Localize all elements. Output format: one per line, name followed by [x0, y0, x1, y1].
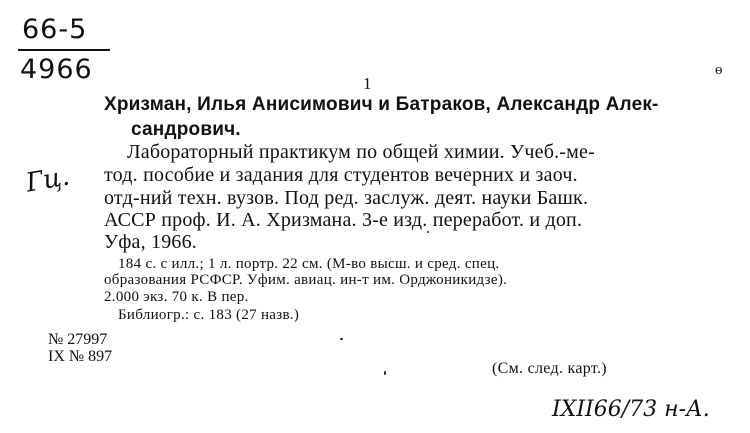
- continued-note: (См. след. карт.): [492, 360, 607, 377]
- scan-speck: [427, 231, 429, 233]
- imprint-line: Уфа, 1966.: [104, 231, 197, 253]
- bibliography-note: Библиогр.: с. 183 (27 назв.): [118, 307, 300, 323]
- collation-line-1: 184 с. с илл.; 1 л. портр. 22 см. (М-во высш. и сред. спец.: [118, 256, 500, 272]
- scan-speck: [384, 371, 386, 375]
- title-line-1: Лабораторный практикум по общей химии. Учеб.-ме-: [127, 141, 595, 163]
- collation-line-3: 2.000 экз. 70 к. В пер.: [104, 289, 249, 305]
- hole-mark: ɵ: [715, 62, 723, 78]
- call-number-top: 66-5: [22, 14, 88, 45]
- collation-line-2: образования РСФСР. Уфим. авиац. ин-т им. Орджоникидзе).: [104, 272, 508, 288]
- author-heading-line-2: сандрович.: [131, 119, 241, 140]
- author-heading-line-1: Хризман, Илья Анисимович и Батраков, Александр Алек-: [104, 94, 659, 115]
- handwritten-annotation: IXII66/73 н-А.: [552, 397, 710, 422]
- title-line-2: тод. пособие и задания для студентов вечерних и заоч.: [104, 164, 578, 186]
- call-number-bottom: 4966: [20, 54, 93, 85]
- call-number-divider: [18, 49, 110, 51]
- title-line-4: АССР проф. И. А. Хризмана. 3-е изд. переработ. и доп.: [104, 209, 583, 231]
- inventory-number-1: № 27997: [48, 331, 108, 348]
- scan-speck: [340, 338, 343, 340]
- margin-handwritten-mark: Гц.: [23, 161, 72, 199]
- title-line-3: отд-ний техн. вузов. Под ред. заслуж. деят. науки Башк.: [104, 187, 589, 209]
- card-number: 1: [363, 74, 372, 93]
- inventory-number-2: IX № 897: [48, 348, 113, 365]
